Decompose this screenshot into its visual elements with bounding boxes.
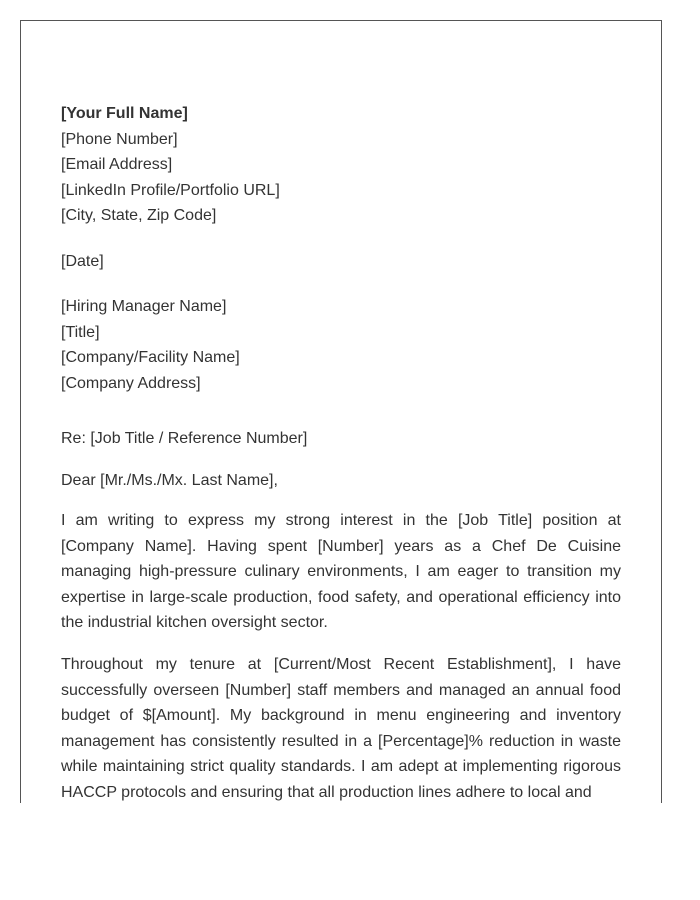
- recipient-title: [Title]: [61, 323, 100, 341]
- salutation-block: [61, 468, 621, 494]
- subject-block: [61, 426, 621, 452]
- document-page: [20, 20, 662, 803]
- sender-linkedin: [LinkedIn Profile/Portfolio URL]: [61, 181, 280, 199]
- sender-location: [City, State, Zip Code]: [61, 207, 217, 224]
- letter-body: [61, 101, 621, 803]
- recipient-address: [Company Address]: [61, 374, 201, 392]
- subject-line: Re: [Job Title / Reference Number]: [61, 430, 308, 447]
- salutation: Dear [Mr./Ms./Mx. Last Name],: [61, 471, 278, 489]
- body-paragraph-1: I am writing to express my strong interest in the [Job Title] position at [Company Name]. Having spent [Number] years as a Chef De Cuisine managing high-pressure culinary environments, I am eager to transition my expertise in large-scale production, food safety, and operational efficiency into the industrial kitchen oversight sector.: [61, 512, 621, 632]
- recipient-block: [61, 294, 621, 396]
- date-block: [61, 249, 621, 275]
- sender-email: [Email Address]: [61, 156, 173, 173]
- body-paragraph-2: Throughout my tenure at [Current/Most Recent Establishment], I have successfully overseen [Number] staff members and managed an annual food budget of $[Amount]. My background in menu engineering and inventory management has consistently resulted in a [Percentage]% reduction in waste while maintaining strict quality standards. I am adept at implementing rigorous HACCP protocols and ensuring that all production lines adhere to local and: [61, 655, 621, 801]
- letter-date: [Date]: [61, 252, 104, 270]
- recipient-name: [Hiring Manager Name]: [61, 298, 227, 315]
- sender-name: [Your Full Name]: [61, 105, 188, 122]
- sender-block: [61, 101, 621, 229]
- recipient-company: [Company/Facility Name]: [61, 349, 240, 366]
- sender-phone: [Phone Number]: [61, 130, 178, 148]
